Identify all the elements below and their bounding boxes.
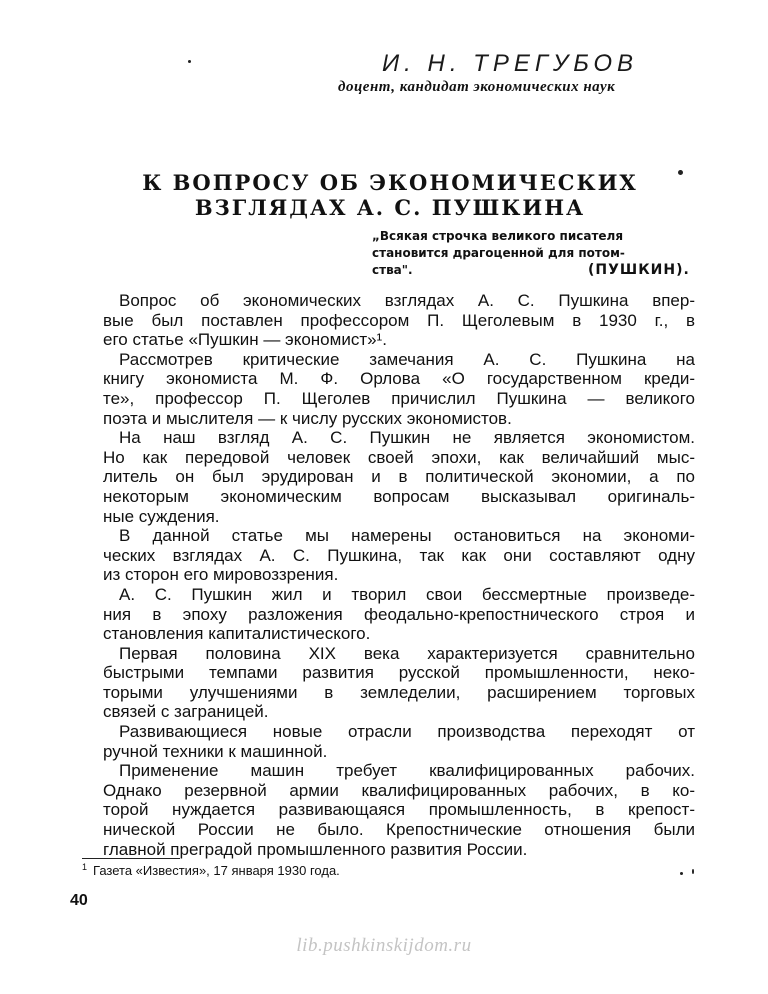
paragraph bbox=[103, 350, 695, 428]
title-line: ВЗГЛЯДАХ А. С. ПУШКИНА bbox=[194, 195, 586, 220]
text-line: ручной техники к машинной. bbox=[103, 741, 328, 761]
text-line: вые был поставлен профессором П. Щеголевым в 1930 г., в bbox=[103, 310, 695, 330]
text-line: те», профессор П. Щеголев причислил Пушкина — великого bbox=[103, 388, 695, 408]
paragraph bbox=[103, 428, 695, 526]
text-line: Первая половина XIX века характеризуется сравнительно bbox=[119, 643, 695, 663]
footnote bbox=[82, 862, 340, 878]
text-line: литель он был эрудирован и в политической экономии, а по bbox=[103, 467, 695, 487]
text-line: Развивающиеся новые отрасли производства переходят от bbox=[119, 722, 695, 742]
text-line: Однако резервной армии квалифицированных рабочих, в ко- bbox=[103, 780, 695, 800]
footnote-text: Газета «Известия», 17 января 1930 года. bbox=[93, 863, 340, 878]
author-name: И. Н. ТРЕГУБОВ bbox=[382, 50, 639, 77]
text-line: А. С. Пушкин жил и творил свои бессмертные произведе- bbox=[119, 584, 695, 604]
footnote-marker: 1 bbox=[82, 862, 88, 872]
paragraph bbox=[103, 291, 695, 350]
paragraph bbox=[103, 761, 695, 859]
text-line: ния в эпоху разложения феодально-крепостнического строя и bbox=[103, 604, 695, 624]
text-line: Применение машин требует квалифицированных рабочих. bbox=[119, 761, 695, 781]
article-body bbox=[103, 291, 695, 859]
text-line: Вопрос об экономических взглядах А. С. Пушкина впер- bbox=[119, 291, 695, 310]
text-line: связей с заграницей. bbox=[103, 702, 269, 722]
print-speck bbox=[188, 60, 191, 63]
text-line: поэта и мыслителя — к числу русских экономистов. bbox=[103, 408, 512, 428]
text-line: быстрыми темпами развития русской промышленности, неко- bbox=[103, 663, 695, 683]
text-line: торыми улучшениями в земледелии, расширением торговых bbox=[103, 682, 695, 702]
text-line: Рассмотрев критические замечания А. С. Пушкина на bbox=[119, 349, 695, 369]
author-affiliation: доцент, кандидат экономических наук bbox=[338, 79, 616, 95]
footnote-divider bbox=[82, 858, 180, 859]
text-line: из сторон его мировоззрения. bbox=[103, 565, 339, 585]
print-speck bbox=[680, 872, 683, 875]
epigraph-attribution: (ПУШКИН). bbox=[588, 262, 690, 278]
text-line: ческих взглядах А. С. Пушкина, так как они составляют одну bbox=[103, 545, 695, 565]
epigraph-line: ства". bbox=[372, 263, 413, 277]
article-title bbox=[100, 170, 680, 220]
paragraph bbox=[103, 722, 695, 761]
text-line: главной преградой промышленного развития России. bbox=[103, 839, 528, 859]
epigraph-line: „Всякая строчка великого писателя bbox=[372, 229, 624, 243]
paragraph bbox=[103, 644, 695, 722]
epigraph-line: становится драгоценной для потом- bbox=[372, 246, 625, 260]
text-line: В данной статье мы намерены остановиться на экономи- bbox=[119, 526, 695, 546]
paragraph bbox=[103, 526, 695, 585]
text-line: На наш взгляд А. С. Пушкин не является экономистом. bbox=[119, 428, 695, 448]
paragraph bbox=[103, 585, 695, 644]
title-line: К ВОПРОСУ ОБ ЭКОНОМИЧЕСКИХ bbox=[142, 170, 638, 195]
text-line: торой нуждается развивающаяся промышленность, в крепост- bbox=[103, 800, 695, 820]
site-watermark: lib.pushkinskijdom.ru bbox=[296, 935, 472, 956]
text-line: некоторым экономическим вопросам высказывал оригиналь- bbox=[103, 486, 695, 506]
text-line: Но как передовой человек своей эпохи, как величайший мыс- bbox=[103, 447, 695, 467]
print-speck bbox=[692, 869, 694, 874]
page-number: 40 bbox=[70, 892, 88, 909]
text-line: становления капиталистического. bbox=[103, 624, 371, 644]
text-line: его статье «Пушкин — экономист»¹. bbox=[103, 330, 387, 350]
text-line: ные суждения. bbox=[103, 506, 220, 526]
text-line: нической России не было. Крепостнические отношения были bbox=[103, 820, 695, 840]
text-line: книгу экономиста М. Ф. Орлова «О государственном креди- bbox=[103, 369, 695, 389]
